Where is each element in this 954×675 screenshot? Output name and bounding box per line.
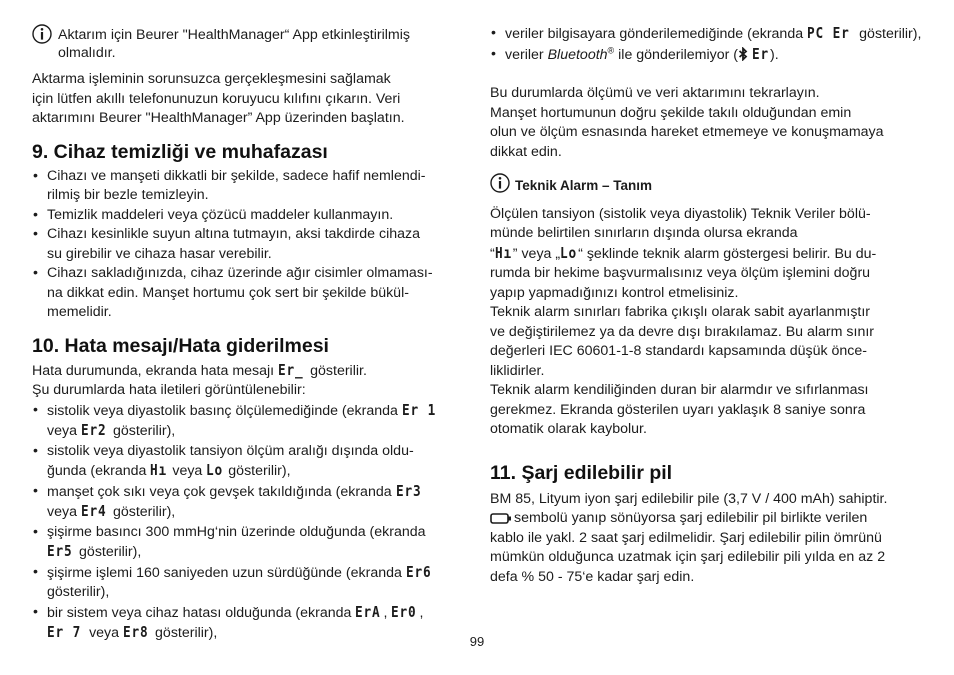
error-code: Er 1 xyxy=(401,400,436,419)
error-code: Er xyxy=(751,44,770,63)
info-text-line: Aktarım için Beurer "HealthManager“ App etkinleştirilmiş xyxy=(58,27,410,43)
text-span: veya xyxy=(172,463,203,479)
list-item xyxy=(490,24,930,45)
battery-icon xyxy=(490,513,512,524)
text-line: Teknik alarm sınırları fabrika çıkışlı olarak sabit ayarlanmıştır xyxy=(490,304,871,320)
list-item-line: su girebilir ve cihaza hasar verebilir. xyxy=(47,245,272,262)
text-line: ve değiştirilemez ya da devre dışı bırakılamaz. Bu alarm sınır xyxy=(490,323,875,340)
text-line: münde belirtilen sınırların dışında olursa ekranda xyxy=(490,225,798,241)
text-line xyxy=(490,244,930,265)
right-column xyxy=(490,24,930,587)
section-10-heading: 10. Hata mesajı/Hata giderilmesi xyxy=(32,334,329,357)
text-line: Manşet hortumunun doğru şekilde takılı olduğundan emin xyxy=(490,104,852,121)
text-line: olun ve ölçüm esnasında hareket etmemeye ve konuşmamaya xyxy=(490,124,884,140)
left-column xyxy=(32,24,460,644)
text-line: Aktarma işleminin sorunsuzca gerçekleşmesini sağlamak xyxy=(32,71,391,87)
text-span: gösterilir), xyxy=(155,625,218,641)
transfer-error-list xyxy=(490,24,930,65)
text-line: Ölçülen tansiyon (sistolik veya diyastolik) Teknik Veriler bölü- xyxy=(490,205,871,222)
text-line xyxy=(490,509,930,529)
text-span: “ şeklinde teknik alarm göstergesi belirir. Bu du- xyxy=(578,245,877,262)
alarm-code-lo: Lo xyxy=(560,243,578,262)
text-span: veriler bilgisayara gönderilemediğinde (ekranda xyxy=(505,26,804,42)
section-9-heading: 9. Cihaz temizliği ve muhafazası xyxy=(32,140,328,163)
list-item xyxy=(32,264,460,323)
text-line: Teknik alarm kendiliğinden duran bir alarmdır ve sıfırlanması xyxy=(490,382,869,398)
text-span: gösterilir), xyxy=(112,504,176,520)
error-code: Lo xyxy=(206,461,224,479)
list-item-line: gösterilir), xyxy=(47,584,110,600)
error-code: Er_ xyxy=(278,360,304,379)
text-line: dikkat edin. xyxy=(490,143,562,160)
info-icon xyxy=(32,24,52,44)
text-span: gösterilir), xyxy=(228,463,291,479)
error-code: Er4 xyxy=(80,502,107,520)
list-item-line: • sistolik veya diyastolik tansiyon ölçüm aralığı dışında oldu- xyxy=(47,442,414,459)
info-icon xyxy=(490,173,510,193)
list-item-line: • Cihazı ve manşeti dikkatli bir şekilde, sadece hafif nemlendi- xyxy=(47,167,426,184)
error-code: Er8 xyxy=(123,623,149,641)
app-info-note xyxy=(32,24,460,62)
error-code: Er3 xyxy=(395,481,422,500)
transfer-paragraph xyxy=(32,70,460,129)
technical-alarm-note xyxy=(490,173,930,196)
battery-paragraph xyxy=(490,490,930,588)
text-span: gösterilir), xyxy=(859,26,922,42)
list-item-line: • Cihazı kesinlikle suyun altına tutmayın, aksi takdirde cihaza xyxy=(47,226,420,242)
text-line: Şu durumlarda hata iletileri görüntülenebilir: xyxy=(32,382,306,398)
text-line: için lütfen akıllı telefonunuzun koruyucu kılıfını çıkarın. Veri xyxy=(32,90,401,107)
text-span: ). xyxy=(770,46,779,63)
text-span: veya xyxy=(47,423,77,439)
list-item xyxy=(32,523,460,563)
list-item-line: • Temizlik maddeleri veya çözücü maddeler kullanmayın. xyxy=(47,206,394,223)
alarm-code-hi: Hı xyxy=(494,243,512,262)
text-span: gösterilir), xyxy=(79,544,142,560)
text-span: “ xyxy=(490,245,495,262)
text-line: değerleri IEC 60601-1-8 standardı kapsamında düşük önce- xyxy=(490,343,867,359)
info-text-line: olmalıdır. xyxy=(58,45,116,61)
text-line: yapıp yapmadığınızı kontrol etmelisiniz. xyxy=(490,284,739,301)
error-code: PC Er xyxy=(807,24,850,42)
text-span: Hata durumunda, ekranda hata mesajı xyxy=(32,362,275,379)
text-span: sistolik veya diyastolik basınç ölçülemediğinde (ekranda xyxy=(47,402,398,419)
text-line: kablo ile yakl. 2 saat şarj edilmelidir. Şarj edilebilir pilin ömrünü xyxy=(490,529,882,546)
alarm-title: Teknik Alarm – Tanım xyxy=(515,178,653,193)
text-span: veya xyxy=(89,625,120,641)
text-line: otomatik olarak kaybolur. xyxy=(490,421,647,437)
text-line: aktarımını Beurer "HealthManager” App üzerinden başlatın. xyxy=(32,110,405,126)
list-item-line: memelidir. xyxy=(47,304,112,320)
error-code: Er 7 xyxy=(47,623,82,641)
list-item-line: na dikkat edin. Manşet hortumu çok sert bir şekilde bükül- xyxy=(47,284,409,301)
error-code: Er5 xyxy=(47,542,73,560)
text-span: ” veya „ xyxy=(512,245,561,262)
error-code: Er6 xyxy=(405,562,432,581)
list-item xyxy=(32,482,460,523)
list-item xyxy=(32,563,460,603)
text-span: sembolü yanıp sönüyorsa şarj edilebilir pil birlikte verilen xyxy=(514,510,868,526)
list-item xyxy=(32,401,460,442)
text-span: gösterilir), xyxy=(112,423,176,439)
bluetooth-icon xyxy=(738,47,748,61)
alarm-paragraph xyxy=(490,205,930,440)
error-code: ErA xyxy=(355,602,381,621)
text-line: mümkün olduğunca uzatmak için şarj edilebilir pili yılda en az 2 xyxy=(490,549,886,565)
section-11-heading: 11. Şarj edilebilir pil xyxy=(490,461,673,484)
text-span: ile gönderilemiyor ( xyxy=(618,46,738,63)
text-line: BM 85, Lityum iyon şarj edilebilir pile (3,7 V / 400 mAh) sahiptir. xyxy=(490,490,888,507)
text-line: gerekmez. Ekranda gösterilen uyarı yaklaşık 8 saniye sonra xyxy=(490,401,866,418)
text-span: gösterilir. xyxy=(310,362,367,379)
text-span: şişirme işlemi 160 saniyeden uzun sürdüğünde (ekranda xyxy=(47,564,402,581)
list-item-line: • Cihazı sakladığınızda, cihaz üzerinde ağır cisimler olmaması- xyxy=(47,265,433,281)
list-item xyxy=(32,206,460,226)
list-item-line: • şişirme basıncı 300 mmHg‘nin üzerinde olduğunda (ekranda xyxy=(47,523,426,540)
cleaning-list xyxy=(32,167,460,323)
text-span: manşet çok sıkı veya çok gevşek takıldığında (ekranda xyxy=(47,483,392,500)
text-line xyxy=(32,361,460,382)
text-line: Bu durumlarda ölçümü ve veri aktarımını tekrarlayın. xyxy=(490,85,820,101)
list-item: • bir sistem veya cihaz hatası olduğunda (ekranda ErA , Er0 , Er 7 veya Er8 gösterilir), xyxy=(32,603,460,644)
error-list xyxy=(32,401,460,644)
text-span: ğunda (ekranda xyxy=(47,463,147,479)
repeat-paragraph xyxy=(490,84,930,162)
text-line: liklidirler. xyxy=(490,362,545,379)
list-item xyxy=(32,167,460,206)
text-span: veriler xyxy=(505,46,544,63)
list-item-line: rilmiş bir bezle temizleyin. xyxy=(47,187,209,203)
list-item xyxy=(32,225,460,264)
text-span: bir sistem veya cihaz hatası olduğunda (ekranda xyxy=(47,604,352,621)
registered-mark: ® xyxy=(607,44,615,55)
list-item xyxy=(490,45,930,66)
error-code: Er0 xyxy=(391,602,417,621)
error-code: Er2 xyxy=(80,421,107,439)
error-code: Hı xyxy=(150,461,168,479)
page-number: 99 xyxy=(469,634,485,649)
text-line: rumda bir hekime başvurmalısınız veya ölçüm işlemini doğru xyxy=(490,265,871,281)
list-item xyxy=(32,442,460,482)
text-line: defa % 50 - 75‘e kadar şarj edin. xyxy=(490,568,695,585)
text-span: veya xyxy=(47,504,77,520)
bluetooth-text: Bluetooth xyxy=(547,46,608,63)
